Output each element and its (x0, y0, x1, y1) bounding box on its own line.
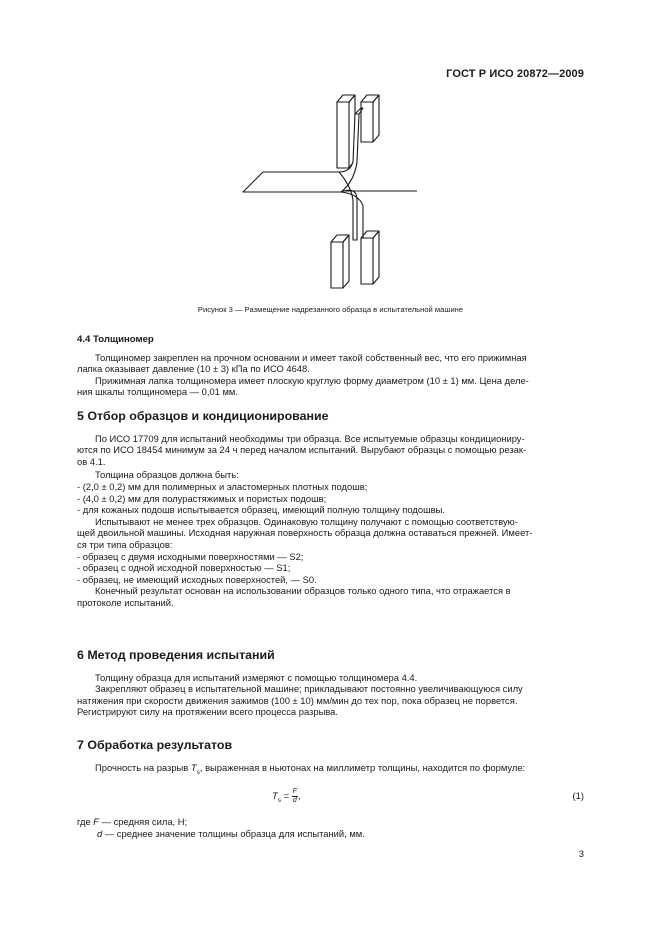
list-item: - образец с двумя исходными поверхностями — S2; (77, 550, 304, 562)
formula-tail: , (297, 789, 301, 801)
list-item: - образец, не имеющий исходных поверхностей, — S0. (77, 573, 317, 585)
lower-clamp-right-jaw (361, 231, 379, 284)
page-number: 3 (578, 848, 584, 859)
section-4-4 (77, 334, 584, 398)
legend-line (77, 828, 365, 840)
legend-line (77, 816, 365, 828)
paragraph-line: Испытывают не менее трех образцов. Одинаковую толщину получают с помощью соответствую- (95, 515, 518, 527)
text-run: Прочность на разрыв (95, 761, 191, 773)
paragraph-line: Конечный результат основан на использовании образцов только одного типа, что отражается в (95, 585, 511, 597)
specimen-clamp-figure (235, 90, 425, 290)
paragraph-line: ся три типа образцов: (77, 538, 173, 550)
section-5 (77, 411, 584, 609)
list-item: - образец с одной исходной поверхностью — S1; (77, 562, 291, 574)
figure-caption: Рисунок 3 — Размещение надрезанного образца в испытательной машине (197, 305, 464, 314)
text-run: — средняя сила, Н; (99, 816, 188, 827)
symbol: d (97, 828, 103, 839)
equation-number: (1) (572, 790, 584, 801)
text-run: где (77, 816, 94, 827)
paragraph-line (77, 762, 584, 778)
section-heading: 5 Отбор образцов и кондиционирование (77, 409, 329, 423)
section-7 (77, 740, 584, 778)
paragraph-line: ния шкалы толщиномера — 0,01 мм. (77, 386, 238, 398)
fraction-denominator: d (292, 797, 297, 804)
paragraph-line: Прижимная лапка толщиномера имеет плоскую круглую форму диаметром (10 ± 1) мм. Цена деле- (95, 374, 529, 386)
symbol: T (190, 761, 197, 773)
subscript: s (196, 768, 200, 776)
paragraph-line: протоколе испытаний. (77, 596, 174, 608)
paragraph-line: Регистрируют силу на протяжении всего процесса разрыва. (77, 706, 339, 718)
list-item: - (2,0 ± 0,2) мм для полимерных и эластомерных плотных подошв; (77, 480, 368, 492)
standard-header: ГОСТ Р ИСО 20872—2009 (446, 68, 584, 80)
formula-equals: = (280, 789, 292, 801)
paragraph-line: Толщину образца для испытаний измеряют с помощью толщиномера 4.4. (95, 671, 418, 683)
text-run: , выраженная в ньютонах на миллиметр толщины, находится по формуле: (199, 761, 526, 773)
formula-symbol: T (272, 789, 278, 801)
upper-clamp-right-jaw (361, 95, 379, 142)
paragraph-line: По ИСО 17709 для испытаний необходимы три образца. Все испытуемые образцы кондициониру- (95, 432, 525, 444)
formula (272, 788, 301, 805)
section-heading: 7 Обработка результатов (77, 738, 233, 752)
formula-legend (77, 816, 365, 840)
paragraph-line: ов 4.1. (77, 455, 106, 467)
symbol: F (93, 816, 100, 827)
section-6 (77, 650, 584, 718)
paragraph-line: ются по ИСО 18454 минимум за 24 ч перед началом испытаний. Вырубают образцы с помощью резак- (77, 444, 527, 456)
paragraph-line: Толщиномер закреплен на прочном основании и имеет такой собственный вес, что его прижимная (95, 351, 527, 363)
fraction-numerator: F (292, 788, 297, 795)
list-item: - для кожаных подошв испытывается образец, имеющий полную толщину подошвы. (77, 504, 445, 516)
section-heading: 4.4 Толщиномер (77, 334, 154, 345)
lower-clamp-left-jaw (331, 235, 349, 288)
paragraph-line: Закрепляют образец в испытательной машине; прикладывают постоянно увеличивающуюся силу (95, 683, 523, 695)
text-run: — среднее значение толщины образца для испытаний, мм. (102, 828, 365, 839)
paragraph-line: натяжения при скорости движения зажимов (100 ± 10) мм/мин до тех пор, пока образец не порвется. (77, 694, 518, 706)
formula-subscript: s (277, 796, 281, 804)
upper-clamp-left-jaw (337, 95, 355, 168)
paragraph-line: щей двоильной машины. Исходная наружная поверхность образца должна оставаться прежней. Имеет- (77, 527, 533, 539)
section-heading: 6 Метод проведения испытаний (77, 648, 275, 662)
list-item: - (4,0 ± 0,2) мм для полурастяжимых и пористых подошв; (77, 492, 327, 504)
paragraph-line: Толщина образцов должна быть: (95, 469, 239, 481)
paragraph-line: лапка оказывает давление (10 ± 3) кПа по ИСО 4648. (77, 363, 310, 375)
